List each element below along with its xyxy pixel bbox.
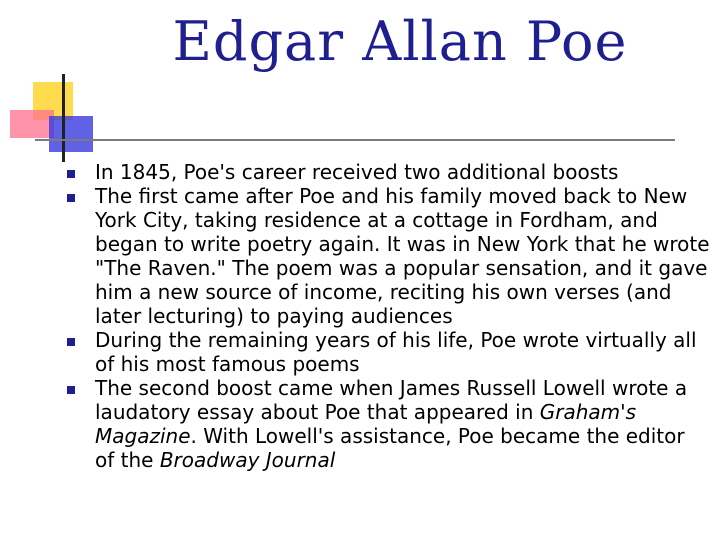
bullet-text: In 1845, Poe's career received two additional boosts bbox=[95, 160, 619, 184]
decor-blue-square bbox=[49, 116, 93, 152]
bullet-item bbox=[60, 184, 710, 328]
square-bullet-icon bbox=[67, 386, 75, 394]
journal-name: Broadway Journal bbox=[159, 448, 336, 472]
square-bullet-icon bbox=[67, 338, 75, 346]
square-bullet-icon bbox=[67, 170, 75, 178]
bullet-item bbox=[60, 376, 710, 472]
magazine-name: Graham's Magazine bbox=[95, 400, 637, 448]
square-bullet-icon bbox=[67, 194, 75, 202]
decor-red-square bbox=[10, 110, 54, 138]
bullet-text: During the remaining years of his life, Poe wrote virtually all of his most famous poems bbox=[95, 328, 697, 376]
bullet-item bbox=[60, 328, 710, 376]
bullet-text: The second boost came when James Russell Lowell wrote a laudatory essay about Poe that appeared in bbox=[95, 376, 688, 424]
bullet-item bbox=[60, 160, 710, 184]
bullet-text: The first came after Poe and his family moved back to New York City, taking residence at a cottage in Fordham, and began to write poetry again. It was in New York that he wrote "The Raven." The poem was a popular sensation, and it gave him a new source of income, reciting his own verses (and later lecturing) to paying audiences bbox=[95, 184, 710, 328]
bullet-text: . With Lowell's assistance, Poe became the editor of the bbox=[95, 424, 685, 472]
title-underline bbox=[35, 139, 675, 141]
slide-title: Edgar Allan Poe bbox=[172, 10, 628, 73]
decor-vertical-line bbox=[62, 74, 65, 162]
bullet-list bbox=[60, 160, 710, 472]
